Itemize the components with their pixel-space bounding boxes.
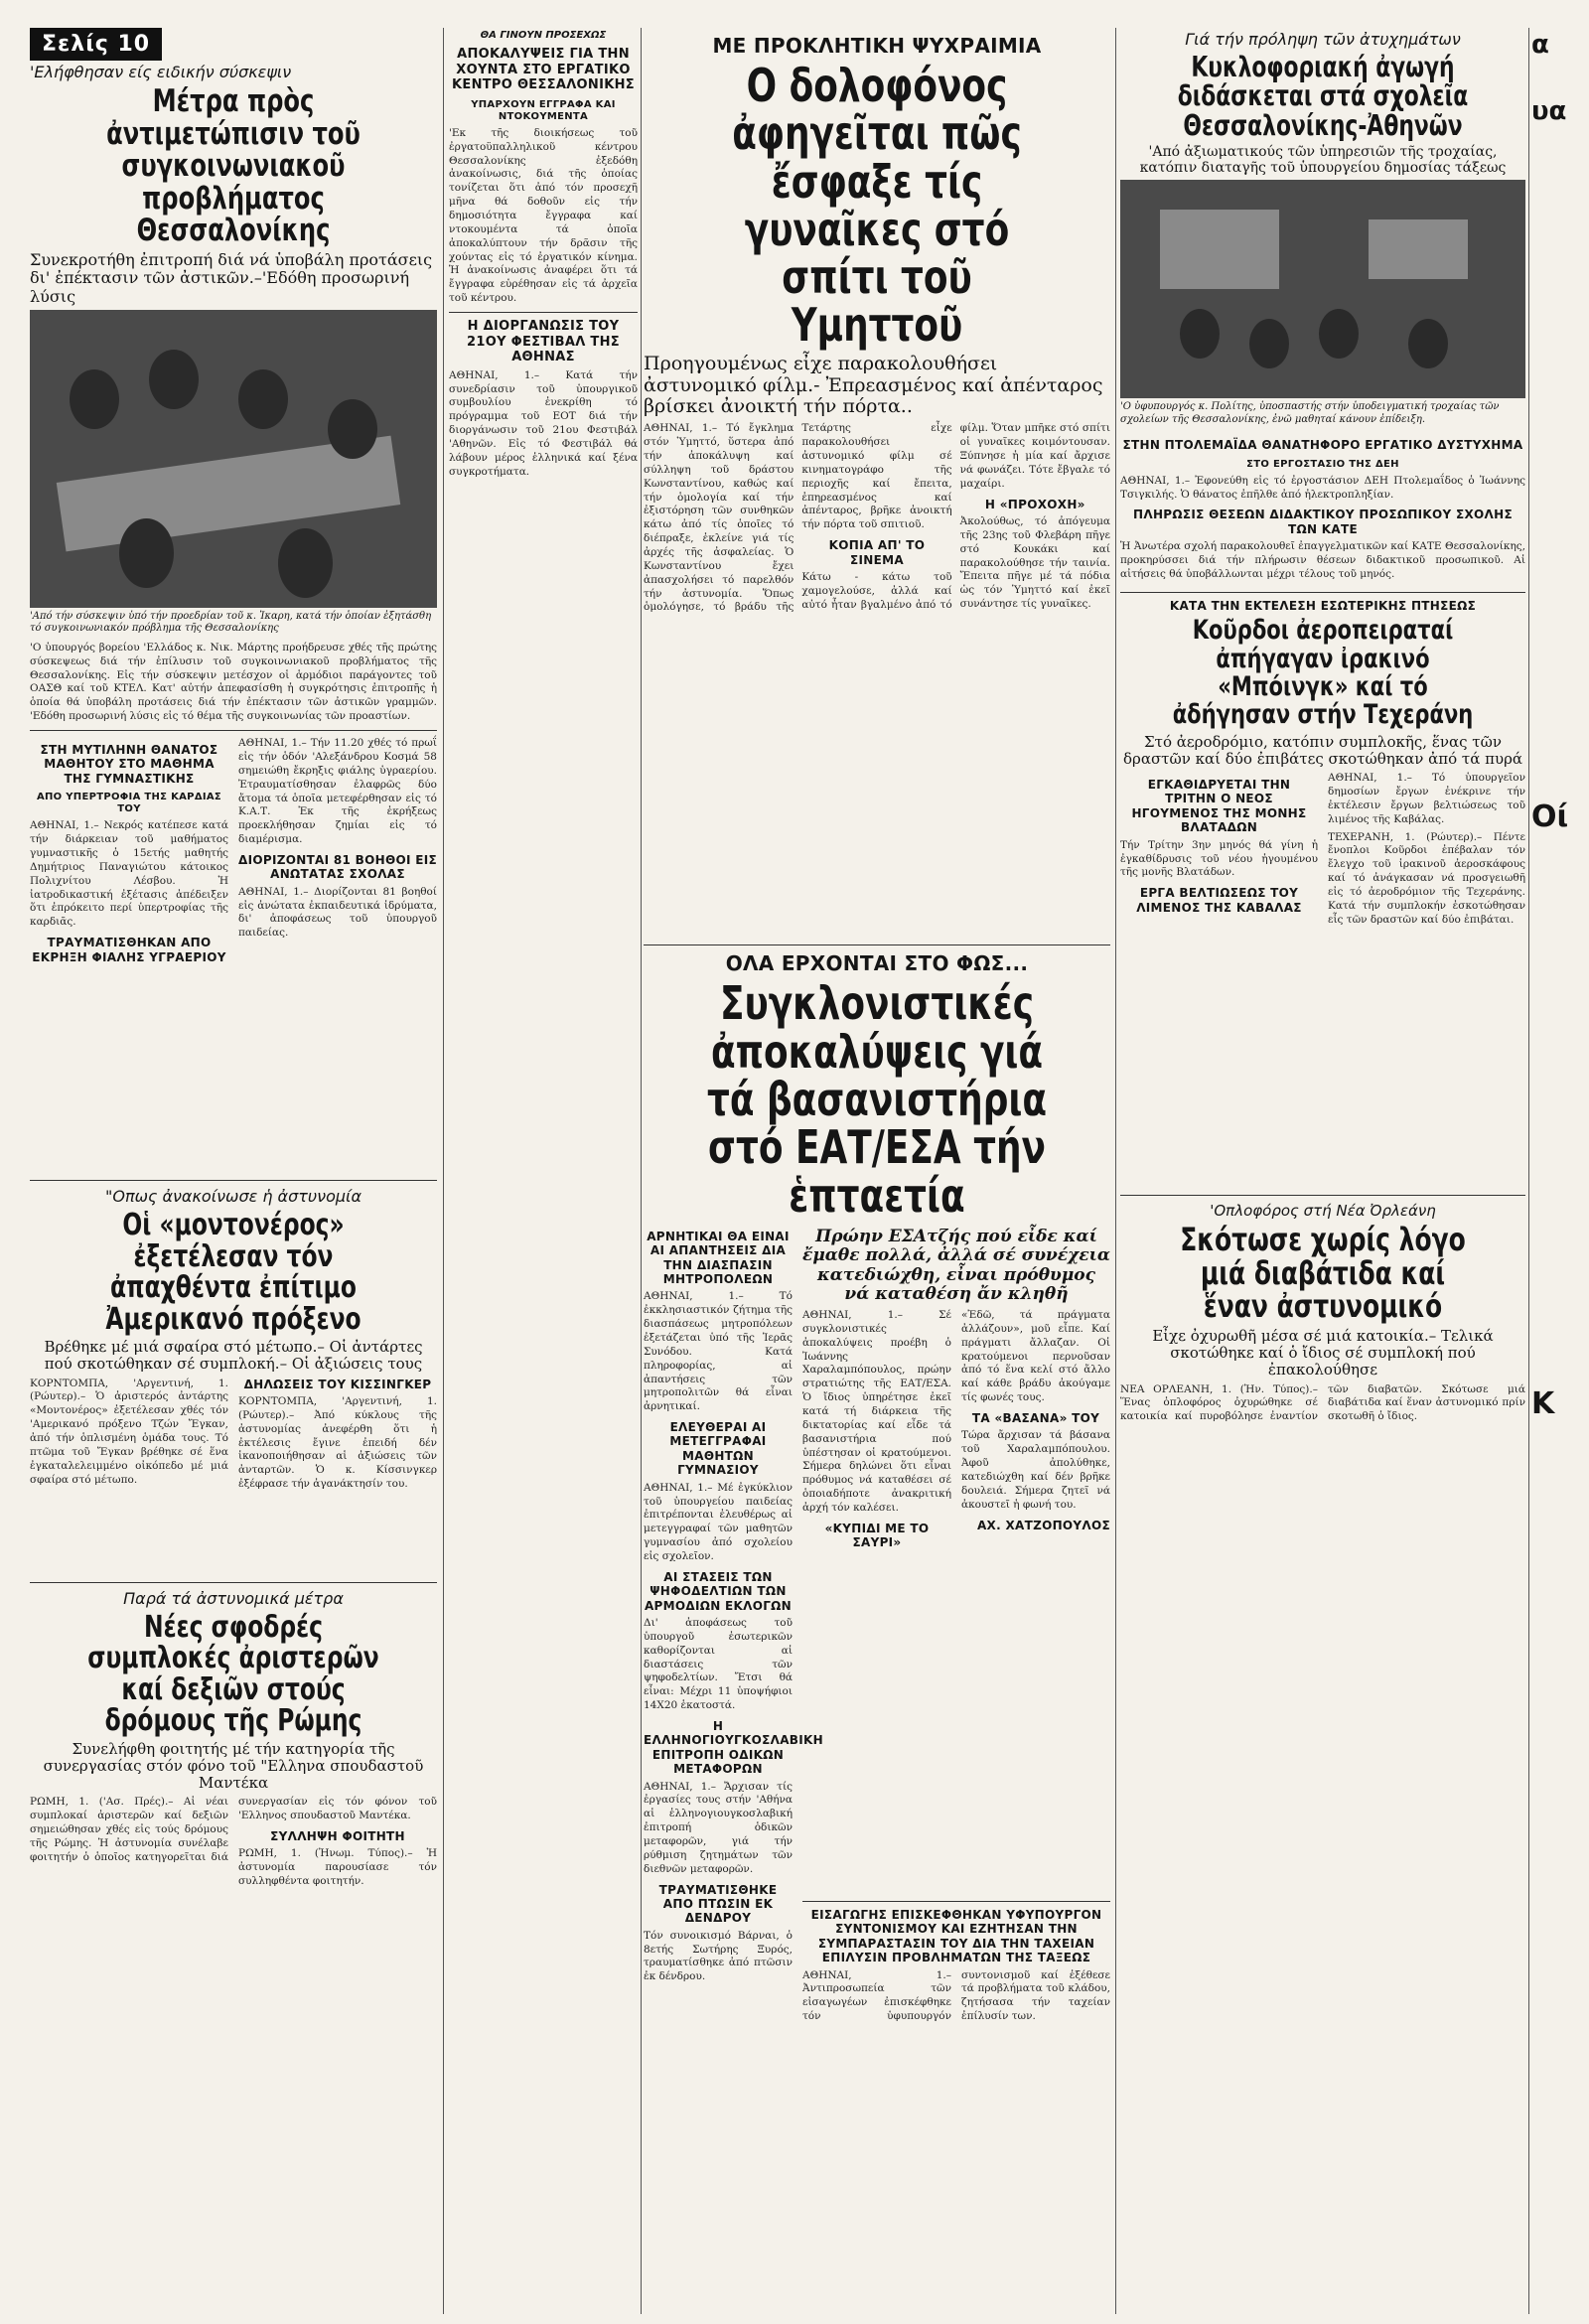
brief-body: ΑΘΗΝΑΙ, 1.– Τό ἐκκλησιαστικόν ζήτημα τῆς διασπάσεως μητροπόλεων ἐξετάζεται ὑπό τῆς Ἱερᾶς Συνόδου. Κατά πληροφορίας, αἱ ἀπαντήσεις τῶν μητροπολιτῶν θά εἶναι ἀρνητικαί. [644,1290,793,1413]
article-subheadline: Εἶχε ὀχυρωθῆ μέσα σέ μιά κατοικία.– Τελικά σκοτώθηκε καί ὁ ἴδιος σέ συμπλοκή πού ἐπακολούθησε [1152,1326,1494,1380]
briefs-block [30,737,437,1174]
article-headline: Οἱ «μοντονέρος» ἐξετέλεσαν τόν ἀπαχθέντα ἐπίτιμο Ἀμερικανό πρόξενο [105,1208,361,1337]
article-subheadline: 'Από ἀξιωματικούς τῶν ὑπηρεσιῶν τῆς τροχαίας, κατόπιν διαταγῆς τοῦ ὑπουργείου δημοσίας τάξεως [1139,144,1507,177]
article-headline: Η ΔΙΟΡΓΑΝΩΣΙΣ ΤΟΥ 21ΟΥ ΦΕΣΤΙΒΑΛ ΤΗΣ ΑΘΗΝΑΣ [467,318,620,365]
main-story [802,1224,1110,2026]
article-kicker: Παρά τά ἀστυνομικά μέτρα [123,1588,344,1608]
classroom-photo [1120,180,1525,398]
article-body: Κάτω - κάτω τοῦ χαμογελούσε, ἀλλά καί αὐτό ἦταν βγαλμένο ἀπό τό φίλμ. Ὅταν μπῆκε στό σπίτι οἱ γυναῖκες κοιμόντουσαν. Ξύπνησε ἡ μία καί ἄρχισε νά φωνάζει. Τότε ἔβγαλε τό μαχαίρι. [801,422,1110,611]
brief-heading: ΠΛΗΡΩΣΙΣ ΘΕΣΕΩΝ ΔΙΔΑΚΤΙΚΟΥ ΠΡΟΣΩΠΙΚΟΥ ΣΧΟΛΗΣ ΤΩΝ ΚΑΤΕ [1133,508,1513,536]
column-rule [443,28,444,2314]
article-headline: Σκότωσε χωρίς λόγο μιά διαβάτιδα καί ἕναν ἀστυνομικό [1180,1221,1466,1326]
article-body: ΝΕΑ ΟΡΛΕΑΝΗ, 1. (Ἠν. Τύπος).– Ἕνας ὁπλοφόρος ὀχυρώθηκε σέ κατοικία καί πυροβόλησε ἐναντίον τῶν διαβατῶν. Σκότωσε μιά διαβάτιδα καί ἕναν ἀστυνομικό πρίν σκοτωθῆ ὁ ἴδιος. [1120,1382,1525,1423]
brief-body: ΑΘΗΝΑΙ, 1.– Νεκρός κατέπεσε κατά τήν διάρκειαν τοῦ μαθήματος γυμναστικῆς ὁ 15ετής μαθητής Δημήτριος Παναγιώτου κάτοικος Πολιχνίτου Λέσβου. Ἡ ἰατροδικαστική ἐξέτασις ἀπέδειξεν ὅτι ἐπρόκειτο περί ὑπερτροφίας τῆς καρδιᾶς. [30,819,228,929]
article-headline: ΕΙΣΑΓΩΓΗΣ ΕΠΙΣΚΕΦΘΗΚΑΝ ΥΦΥΠΟΥΡΓΟΝ ΣΥΝΤΟΝΙΣΜΟΥ ΚΑΙ ΕΖΗΤΗΣΑΝ ΤΗΝ ΣΥΜΠΑΡΑΣΤΑΣΙΝ ΤΟΥ ΔΙΑ ΤΗΝ ΤΑΧΕΙΑΝ ΕΠΙΛΥΣΙΝ ΠΡΟΒΛΗΜΑΤΩΝ ΤΗΣ ΤΑΞΕΩΣ [810,1907,1102,1965]
article-body: Τώρα ἄρχισαν τά βάσανα τοῦ Χαραλαμπόπουλου. Ἀφοῦ ἀπολύθηκε, κατεδιώχθη καί δέν βρῆκε δουλειά. Σήμερα ζητεῖ νά ἀκουστεῖ ἡ φωνή του. [961,1429,1110,1511]
brief-heading: ΣΤΗ ΜΥΤΙΛΗΝΗ ΘΑΝΑΤΟΣ ΜΑΘΗΤΟΥ ΣΤΟ ΜΑΘΗΜΑ ΤΗΣ ΓΥΜΝΑΣΤΙΚΗΣ [40,743,218,786]
article-body: 'Ο ὑπουργός βορείου 'Ελλάδος κ. Νικ. Μάρτης προήδρευσε χθές τῆς πρώτης σύσκεψεως διά τήν ἐπίλυσιν τοῦ συγκοινωνιακοῦ προβλήματος τῆς Θεσσαλονίκης. Εἰς τήν σύσκεψιν μετέσχον οἱ ἁρμόδιοι παράγοντες τοῦ ΟΑΣΘ καί τοῦ ΚΤΕΛ. Κατ' αὐτήν ἀπεφασίσθη ἡ συγκρότησις ἐπιτροπῆς ἡ ὁποία θά ὑποβάλη προτάσεις διά τήν ἐπέκτασιν τῶν ἀστικῶν γραμμῶν. 'Εδόθη προσωρινή λύσις εἰς τό θέμα τῆς συγκοινωνίας τῶν προαστίων. [30,641,437,723]
article-kicker: Γιά τήν πρόληψη τῶν ἀτυχημάτων [1185,30,1461,49]
article-body: Ἀκολούθως, τό ἀπόγευμα τῆς 23ης τοῦ Φλεβάρη πῆγε στό Κουκάκι καί παρακολούθησε τήν ταινία. Ἔπειτα πῆγε μέ τά πόδια ὡς τόν Ὑμηττό καί ἐκεῖ συνάντησε τίς γυναῖκες. [959,515,1110,611]
section-heading: ΔΗΛΩΣΕΙΣ ΤΟΥ ΚΙΣΣΙΝΓΚΕΡ [243,1377,432,1391]
article-subheadline: ΥΠΑΡΧΟΥΝ ΕΓΓΡΑΦΑ ΚΑΙ ΝΤΟΚΟΥΜΕΝΤΑ [471,98,616,122]
article-subheadline: Συνεκροτήθη ἐπιτροπή διά νά ὑποβάλη προτάσεις δι' ἐπέκτασιν τῶν ἀστικῶν.–'Εδόθη προσωρινή λύσις [30,249,433,306]
brief-heading: ΤΡΑΥΜΑΤΙΣΘΗΚΑΝ ΑΠΟ ΕΚΡΗΞΗ ΦΙΑΛΗΣ ΥΓΡΑΕΡΙΟΥ [32,936,226,964]
column-rule [1115,28,1116,2314]
article-kicker: ΜΕ ΠΡΟΚΛΗΤΙΚΗ ΨΥΧΡΑΙΜΙΑ [712,34,1042,58]
brief-heading: ΤΡΑΥΜΑΤΙΣΘΗΚΕ ΑΠΟ ΠΤΩΣΙΝ ΕΚ ΔΕΝΔΡΟΥ [658,1882,778,1926]
article-headline: Ο δολοφόνος ἀφηγεῖται πῶς ἔσφαξε τίς γυναῖκες στό σπίτι τοῦ Υμηττοῦ [732,59,1022,353]
side-briefs [644,1224,823,2026]
section-heading: Η «ΠΡΟΧΟΧΗ» [984,497,1085,511]
section-heading: «ΚΥΠΙΔΙ ΜΕ ΤΟ ΣΑΥΡΙ» [824,1521,930,1550]
article-body: ΡΩΜΗ, 1. (Ἠνωμ. Τύπος).– Ἡ ἀστυνομία παρουσίασε τόν συλληφθέντα φοιτητήν. [238,1847,437,1888]
column-2 [449,28,638,484]
article-body: ΚΟΡΝΤΟΜΠΑ, 'Αργεντινή, 1. (Ρώυτερ).– Ὁ ἀριστερός ἀντάρτης «Μοντονέρος» ἐξετέλεσαν χθές τόν 'Αμερικανό πρόξενο Τζών Ἔγκαν, ἀπό τήν ὁπλισμένη ὁμάδα τους. Τό πτῶμα τοῦ Ἔγκαν βρέθηκε σέ ἕνα ἐγκαταλελειμμένο οἰκόπεδο μέ μιά σφαίρα στό μέτωπο. [30,1377,228,1486]
brief-body: Δι' ἀποφάσεως τοῦ ὑπουργοῦ ἐσωτερικῶν καθορίζονται αἱ διαστάσεις τῶν ψηφοδελτίων. Ἔτσι θά εἶναι: Μέχρι 11 ὑποψήφιοι 14Χ20 ἑκατοστά. [644,1616,793,1712]
article-kicker: 'Ελήφθησαν είς ειδικήν σύσκεψιν [30,63,292,81]
article-kicker: "Οπως ἀνακοίνωσε ἡ ἀστυνομία [104,1187,361,1207]
cropped-headline-fragment: Οί [1531,799,1569,834]
column-rule [1528,28,1529,2314]
article-subheadline: Προηγουμένως εἶχε παρακολουθήσει ἀστυνομικό φίλμ.- Ἐπρεασμένος καί ἀπένταρος βρίσκει ἀνοικτή τήν πόρτα.. [644,352,1103,418]
brief-body: ΑΘΗΝΑΙ, 1.– Μέ ἐγκύκλιον τοῦ ὑπουργείου παιδείας ἐπιτρέπονται ἐλευθέρως αἱ μετεγγραφαί τῶν μαθητῶν γυμνασίου ἀπό σχολείου εἰς σχολεῖον. [644,1481,793,1562]
article-headline: Κυκλοφοριακή ἀγωγή διδάσκεται στά σχολεῖα Θεσσαλονίκης-Ἀθηνῶν [1177,51,1469,142]
byline: ΑΧ. ΧΑΤΖΟΠΟΥΛΟΣ [976,1518,1110,1532]
article-subheadline: Βρέθηκε μέ μιά σφαίρα στό μέτωπο.– Οἱ ἀντάρτες πού σκοτώθηκαν σέ συμπλοκή.– Οἱ ἀξιώσεις τους [44,1338,423,1374]
col4-briefs [1120,432,1525,585]
brief-body: ΑΘΗΝΑΙ, 1.– Τό ὑπουργεῖον δημοσίων ἔργων ἐνέκρινε τήν ἐκτέλεσιν ἔργων βελτιώσεως τοῦ λιμένος τῆς Καβάλας. [1328,772,1525,825]
brief-body: ΑΘΗΝΑΙ, 1.– Διορίζονται 81 βοηθοί εἰς ἀνώτατα ἐκπαιδευτικά ἱδρύματα, δι' ἀποφάσεως τοῦ ὑπουργοῦ παιδείας. [238,885,437,940]
photo-caption: 'Από τήν σύσκεψιν ὑπό τήν προεδρίαν τοῦ κ. Ἰκαρη, κατά τήν ὁποίαν ἐξητάσθη τό συγκοινωνιακόν πρόβλημα τῆς Θεσσαλονίκης [30,610,432,635]
section-heading: ΚΟΠΙΑ ΑΠ' ΤΟ ΣΙΝΕΜΑ [828,538,926,567]
article-headline: Νέες σφοδρές συμπλοκές ἀριστερῶν καί δεξιῶν στούς δρόμους τῆς Ρώμης [87,1609,379,1739]
column-4 [1120,28,1525,1426]
article-body-columns [30,1378,437,1576]
article-kicker: 'Οπλοφόρος στή Νέα Ὀρλεάνη [1210,1202,1436,1221]
article-headline: Κοῦρδοι ἀεροπειραταί ἀπήγαγαν ἰρακινό «Μπόινγκ» καί τό ἀδήγησαν στήν Τεχεράνη [1172,615,1474,731]
article-subheadline: Στό ἀεροδρόμιο, κατόπιν συμπλοκῆς, ἕνας τῶν δραστῶν καί δύο ἐπιβάτες σκοτώθηκαν ἀπό τά πυρά [1122,732,1523,768]
article-subheadline: Πρώην ΕΣΑτζής πού εἶδε καί ἔμαθε πολλά, ἀλλά σέ συνέχεια κατεδιώχθη, εἶναι πρόθυμος νά καταθέση ἄν κληθῆ [802,1226,1110,1305]
brief-heading: ΑΡΝΗΤΙΚΑΙ ΘΑ ΕΙΝΑΙ ΑΙ ΑΠΑΝΤΗΣΕΙΣ ΔΙΑ ΤΗΝ ΔΙΑΣΠΑΣΙΝ ΜΗΤΡΟΠΟΛΕΩΝ [647,1229,790,1286]
column-3 [644,28,1110,2026]
article-body-columns [802,1309,1110,1895]
brief-subheading: ΑΠΟ ΥΠΕΡΤΡΟΦΙΑ ΤΗΣ ΚΑΡΔΙΑΣ ΤΟΥ [36,792,222,815]
brief-body: Τήν Τρίτην 3ην μηνός θά γίνη ἡ ἐγκαθίδρυσις τοῦ νέου ἡγουμένου τῆς μονῆς Βλατάδων. [1120,838,1318,879]
brief-body: ΑΘΗΝΑΙ, 1.– Ἄρχισαν τίς ἐργασίες τους στήν 'Αθήνα αἱ ἑλληνογιουγκοσλαβική ἐπιτροπή ὁδικῶν μεταφορῶν, γιά τήν ρύθμιση ζητημάτων τῶν διεθνῶν μεταφορῶν. [644,1780,793,1875]
brief-heading: Η ΕΛΛΗΝΟΓΙΟΥΓΚΟΣΛΑΒΙΚΗ ΕΠΙΤΡΟΠΗ ΟΔΙΚΩΝ ΜΕΤΑΦΟΡΩΝ [644,1719,823,1777]
section-heading: ΤΑ «ΒΑΣΑΝΑ» ΤΟΥ [971,1411,1100,1425]
cropped-headline-fragment: α [1531,30,1549,60]
article-body: ΚΟΡΝΤΟΜΠΑ, 'Αργεντινή, 1. (Ρώυτερ).– Ἀπό κύκλους τῆς ἀστυνομίας ἀνεφέρθη ὅτι ἡ ἐκτέλεσις ἔγινε ἐπειδή δέν ἱκανοποιήθησαν αἱ ἀξιώσεις τῶν ἀνταρτῶν. Ὁ κ. Κίσσινγκερ ἐξέφρασε τήν ἀγανάκτησίν του. [238,1394,437,1491]
article-headline: Συγκλονιστικές ἀποκαλύψεις γιά τά βασανιστήρια στό ΕΑΤ/ΕΣΑ τήν ἑπταετία [706,976,1048,1223]
article-body-columns [1120,772,1525,1189]
cropped-headline-fragment: Κ [1531,1386,1555,1422]
brief-body: ΑΘΗΝΑΙ, 1.– Τήν 11.20 χθές τό πρωΐ εἰς τήν ὁδόν 'Αλεξάνδρου Κοσμά 58 σημειώθη ἔκρηξις φιάλης ὑγραερίου. Ἐτραυματίσθησαν ἐλαφρῶς δύο ἄτομα τά ὁποῖα μετεφέρθησαν εἰς τό Κ.Α.Τ. Ἐκ τῆς ἐκρήξεως προεκλήθησαν ζημίαι εἰς τό διαμέρισμα. [238,737,437,846]
article-body: ΤΕΧΕΡΑΝΗ, 1. (Ρώυτερ).– Πέντε ἔνοπλοι Κοῦρδοι ἐπέβαλαν τόν ἔλεγχο τοῦ ἰρακινοῦ ἀεροσκάφους καί τό ἀνάγκασαν νά προσγειωθῆ εἰς τό ἀεροδρόμιον τῆς Τεχεράνης. Κατά τήν συμπλοκήν ἐσκοτώθησαν εἷς τῶν δραστῶν καί δύο ἐπιβάται. [1328,830,1525,926]
brief-body: Τόν συνοικισμό Βάρναι, ὁ 8ετής Σωτήρης Ξυρός, τραυματίσθηκε ἀπό πτῶσιν ἐκ δένδρου. [644,1929,793,1983]
article-body: ΑΘΗΝΑΙ, 1.– Κατά τήν συνεδρίασιν τοῦ ὑπουργικοῦ συμβουλίου ἐνεκρίθη τό πρόγραμμα τοῦ ΕΟΤ διά τήν διοργάνωσιν τοῦ 21ου Φεστιβάλ 'Αθηνῶν. Εἰς τό Φεστιβάλ θά λάβουν μέρος ἑλληνικά καί ξένα συγκροτήματα. [449,368,638,478]
meeting-photo [30,310,437,608]
article-body: ΑΘΗΝΑΙ, 1.– Ἀντιπροσωπεία τῶν εἰσαγωγέων ἐπισκέφθηκε τόν ὑφυπουργόν συντονισμοῦ καί ἐξέθεσε τά προβλήματα τοῦ κλάδου, ζητήσασα τήν ταχείαν ἐπίλυσίν των. [802,1968,1110,2023]
page-number-logo: Σελίς 10 [30,28,162,61]
article-kicker: ΘΑ ΓΙΝΟΥΝ ΠΡΟΣΕΧΩΣ [480,30,607,41]
brief-heading: ΣΤΗΝ ΠΤΟΛΕΜΑΪΔΑ ΘΑΝΑΤΗΦΟΡΟ ΕΡΓΑΤΙΚΟ ΔΥΣΤΥΧΗΜΑ [1122,438,1523,453]
article-body: 'Εκ τῆς διοικήσεως τοῦ ἐργατοϋπαλληλικοῦ κέντρου Θεσσαλονίκης ἐξεδόθη ἀνακοίνωσις, διά τῆς ὁποίας τονίζεται ὅτι ἀπό τόν προσεχῆ μῆνα θά δοθοῦν εἰς τήν δημοσιότητα ἔγγραφα καί ντοκουμέντα τά ὁποῖα ἀποκαλύπτουν τήν δρᾶσιν τῆς χούντας εἰς τό ἐργατικόν κίνημα. Ἡ ἀνακοίνωσις ἀναφέρει ὅτι τά ἔγγραφα εὑρέθησαν εἰς τά ἀρχεῖα τοῦ κέντρου. [449,126,638,305]
article-subheadline: Συνελήφθη φοιτητής μέ τήν κατηγορία τῆς συνεργασίας στόν φόνο τοῦ "Ελληνα σπουδαστοῦ Μαντέκα [43,1739,424,1793]
brief-heading: ΕΛΕΥΘΕΡΑΙ ΑΙ ΜΕΤΕΓΓΡΑΦΑΙ ΜΑΘΗΤΩΝ ΓΥΜΝΑΣΙΟΥ [669,1420,767,1478]
brief-body: Ἡ Ἀνωτέρα σχολή παρακολουθεῖ ἐπαγγελματικῶν καί ΚΑΤΕ Θεσσαλονίκης, προκηρύσσει διά τήν πλήρωσιν θέσεων διδακτικοῦ προσωπικοῦ. Αἱ αἰτήσεις θά ὑποβάλλωνται μέχρι τέλους τοῦ μηνός. [1120,540,1525,580]
page-label [30,28,437,61]
article-kicker: ΟΛΑ ΕΡΧΟΝΤΑΙ ΣΤΟ ΦΩΣ... [725,951,1029,976]
column-1 [30,28,437,1889]
lower-section [644,1224,1110,2026]
brief-heading: ΕΓΚΑΘΙΔΡΥΕΤΑΙ ΤΗΝ ΤΡΙΤΗΝ Ο ΝΕΟΣ ΗΓΟΥΜΕΝΟΣ ΤΗΣ ΜΟΝΗΣ ΒΛΑΤΑΔΩΝ [1131,778,1307,835]
article-body-columns [644,422,1110,939]
article-body: ΡΩΜΗ, 1. ('Ασ. Πρές).– Αἱ νέαι συμπλοκαί ἀριστερῶν καί δεξιῶν σημειώθησαν χθές εἰς τούς δρόμους τῆς Ρώμης. Ἡ ἀστυνομία συνέλαβε φοιτητήν ὁ ὁποῖος κατηγορεῖται διά συνεργασίαν εἰς τόν φόνον τοῦ 'Ελληνος σπουδαστοῦ Μαντέκα. [30,1796,437,1863]
cropped-headline-fragment: υα [1531,96,1567,127]
brief-heading: ΑΙ ΣΤΑΣΕΙΣ ΤΩΝ ΨΗΦΟΔΕΛΤΙΩΝ ΤΩΝ ΑΡΜΟΔΙΩΝ ΕΚΛΟΓΩΝ [644,1569,793,1613]
article-body: ΑΘΗΝΑΙ, 1.– Τό ἔγκλημα στόν Ὑμηττό, ὕστερα ἀπό τήν ἀποκάλυψη καί σύλληψη τοῦ δράστου Κωνσταντίνου, καθώς καί τήν ὁμολογία καί τήν ἐξιστόρηση τῶν συνθηκῶν κάτω ἀπό τίς ὁποῖες τό διέπραξε, ἐκλείνε γιά τίς ἀρχές τῆς ἀσφαλείας. Ὁ Κωνσταντίνου ἔχει ἀπασχολήσει τό παρελθόν τήν ἀστυνομία. Ὅπως ὁμολόγησε, τό βράδυ τῆς Τετάρτης εἶχε παρακολουθήσει ἀστυνομικό φίλμ σέ κινηματογράφο τῆς περιοχῆς καί ἔπειτα, ἐπηρεασμένος καί ἀπένταρος, βρῆκε ἀνοικτή τήν πόρτα τοῦ σπιτιοῦ. [644,422,952,614]
article-headline: ΑΠΟΚΑΛΥΨΕΙΣ ΓΙΑ ΤΗΝ ΧΟΥΝΤΑ ΣΤΟ ΕΡΓΑΤΙΚΟ ΚΕΝΤΡΟ ΘΕΣΣΑΛΟΝΙΚΗΣ [452,47,635,93]
brief-heading: ΕΡΓΑ ΒΕΛΤΙΩΣΕΩΣ ΤΟΥ ΛΙΜΕΝΟΣ ΤΗΣ ΚΑΒΑΛΑΣ [1136,886,1302,915]
section-heading: ΣΥΛΛΗΨΗ ΦΟΙΤΗΤΗ [270,1829,405,1844]
article-body-columns [802,1969,1110,2026]
brief-subheading: ΣΤΟ ΕΡΓΟΣΤΑΣΙΟ ΤΗΣ ΔΕΗ [1246,458,1399,470]
article-body: ΑΘΗΝΑΙ, 1.– Σέ συγκλονιστικές ἀποκαλύψεις προέβη ὁ Ἰωάννης Χαραλαμπόπουλος, πρώην στρατιώτης τῆς ΕΑΤ/ΕΣΑ. Ὁ ἴδιος ὑπηρέτησε ἐκεῖ κατά τή διάρκεια τῆς δικτατορίας καί εἶδε τά βασανιστήρια πού ὑπέστησαν οἱ κρατούμενοι. Σήμερα δηλώνει ὅτι εἶναι πρόθυμος νά καταθέσει σέ ὁποιαδήποτε ἀνακριτική ἀρχή τόν καλέσει. [802,1308,951,1515]
article-headline: Μέτρα πρὸς ἀντιμετώπισιν τοῦ συγκοινωνιακοῦ προβλήματος Θεσσαλονίκης [106,83,361,249]
article-body-columns [1120,1383,1525,1427]
article-kicker: ΚΑΤΑ ΤΗΝ ΕΚΤΕΛΕΣΗ ΕΣΩΤΕΡΙΚΗΣ ΠΤΗΣΕΩΣ [1169,598,1477,613]
photo-caption: 'Ο ὑφυπουργός κ. Πολίτης, ὑποσπαστής στήν ὑποδειγματική τροχαίας τῶν σχολείων τῆς Θεσσαλονίκης, ἐνῶ μαθηταί κάνουν ἐπίδειξη. [1120,401,1500,425]
article-body-columns [30,1796,437,1889]
article-body: «Ἐδῶ, τά πράγματα ἀλλάζουν», μοῦ εἶπε. Καί πράγματι ἄλλαζαν. Οἱ κρατούμενοι περνοῦσαν ἀπό τό ἕνα κελί στό ἄλλο καί κάθε βράδυ ἀκούγαμε τίς φωνές τους. [961,1308,1110,1404]
column-rule [641,28,642,2314]
brief-column [1120,432,1525,585]
column-5-cropped [1531,28,1589,1424]
brief-body: ΑΘΗΝΑΙ, 1.– Ἐφονεύθη εἰς τό ἐργοστάσιον ΔΕΗ Πτολεμαΐδος ὁ Ἰωάννης Τσιγκιλής. Ὁ θάνατος ἐπῆλθε ἀπό ἠλεκτροπληξίαν. [1120,474,1525,501]
brief-heading: ΔΙΟΡΙΖΟΝΤΑΙ 81 ΒΟΗΘΟΙ ΕΙΣ ΑΝΩΤΑΤΑΣ ΣΧΟΛΑΣ [238,852,437,882]
